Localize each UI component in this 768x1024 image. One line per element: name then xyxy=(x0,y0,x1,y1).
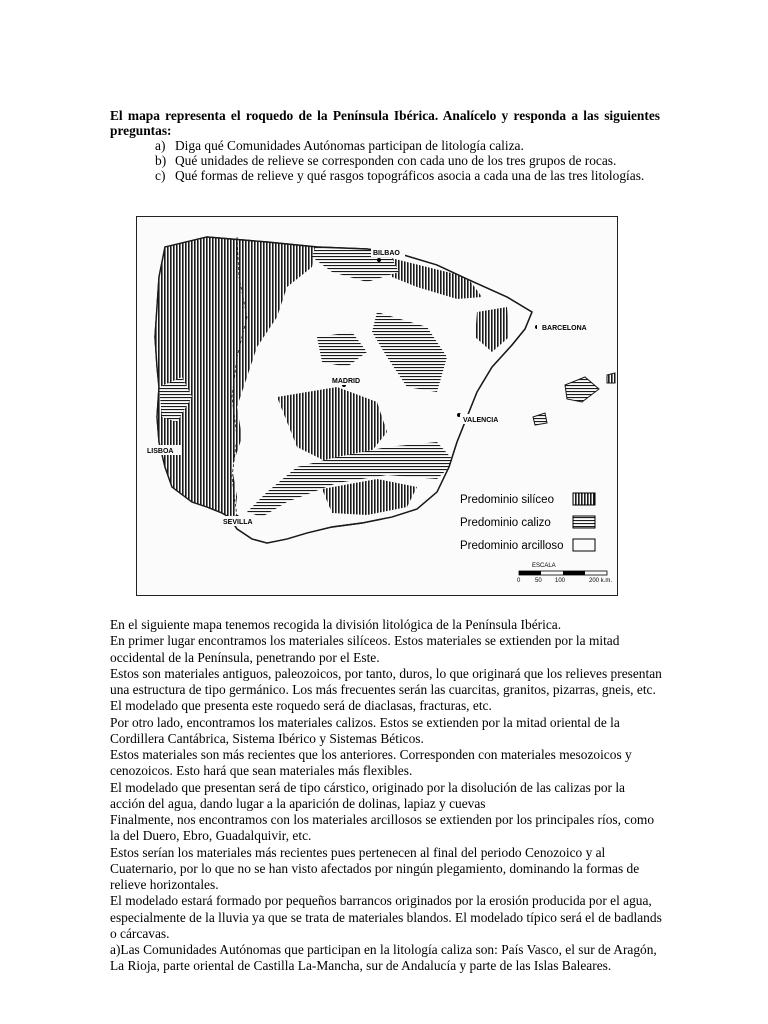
answer-paragraph: a)Las Comunidades Autónomas que participan en la litología caliza son: País Vasco, el sur de Aragón, La Rioja, parte oriental de Castilla La-Mancha, sur de Andalucía y parte de las Islas Baleares. xyxy=(110,942,657,974)
scale-title: ESCALA xyxy=(532,563,556,569)
legend-swatch-siliceo xyxy=(573,493,595,505)
city-label-bilbao: BILBAO xyxy=(373,250,400,257)
city-label-valencia: VALENCIA xyxy=(463,417,499,424)
question-block xyxy=(110,108,660,183)
question-letter: c) xyxy=(155,168,166,183)
question-text: Qué formas de relieve y qué rasgos topográficos asocia a cada una de las tres litologías. xyxy=(175,168,645,183)
question-item-b xyxy=(110,153,660,168)
answer-paragraph: El modelado estará formado por pequeños barrancos originados por la erosión producida por el agua, especialmente de la lluvia ya que se trata de materiales blandos. El modelado típico será el de badlands o cárcavas. xyxy=(110,893,662,941)
city-label-madrid: MADRID xyxy=(332,378,360,385)
legend-label-siliceo: Predominio silíceo xyxy=(460,494,554,506)
question-item-a xyxy=(110,138,660,153)
answer-paragraph: En el siguiente mapa tenemos recogida la división litológica de la Península Ibérica. xyxy=(110,617,562,632)
legend-label-arcilloso: Predominio arcilloso xyxy=(460,540,564,552)
answer-block xyxy=(110,617,662,975)
answer-paragraph: El modelado que presentan será de tipo cárstico, originado por la disolución de las calizas por la acción del agua, dando lugar a la aparición de dolinas, lapiaz y cuevas xyxy=(110,779,625,811)
question-text: Diga qué Comunidades Autónomas participan de litología caliza. xyxy=(175,138,524,153)
answer-paragraph: Estos serían los materiales más recientes pues pertenecen al final del periodo Cenozoico y al Cuaternario, por lo que no se han visto afectados por ningún plegamiento, dominando la formas de relieve horizontales. xyxy=(110,844,640,892)
answer-paragraph: Por otro lado, encontramos los materiales calizos. Estos se extienden por la mitad oriental de la Cordillera Cantábrica, Sistema Ibérico y Sistemas Béticos. xyxy=(110,714,620,746)
question-letter: a) xyxy=(155,138,166,153)
scale-tick-100: 100 xyxy=(555,578,566,584)
map-legend xyxy=(455,487,610,557)
answer-paragraph: Estos son materiales antiguos, paleozoicos, por tanto, duros, lo que originará que los relieves presentan una estructura de tipo germánico. Los más frecuentes serán las cuarcitas, granitos, pizarras, gneis, etc. El modelado que presenta este roquedo será de diaclasas, fracturas, etc. xyxy=(110,665,662,714)
answer-paragraph: Estos materiales son más recientes que los anteriores. Corresponden con materiales mesozoicos y cenozoicos. Esto hará que sean materiales más flexibles. xyxy=(110,747,632,779)
map-scale xyxy=(517,563,612,584)
legend-label-calizo: Predominio calizo xyxy=(460,517,551,529)
question-item-c xyxy=(110,168,660,183)
city-label-lisboa: LISBOA xyxy=(147,448,174,455)
city-label-sevilla: SEVILLA xyxy=(223,519,253,526)
answer-paragraph: En primer lugar encontramos los materiales silíceos. Estos materiales se extienden por la mitad occidental de la Península, penetrando por el Este. xyxy=(110,633,620,665)
scale-tick-50: 50 xyxy=(535,578,542,584)
map-drawing xyxy=(137,217,617,595)
question-letter: b) xyxy=(155,153,167,168)
balearic-islands xyxy=(533,373,615,425)
scale-tick-200: 200 k.m. xyxy=(589,578,613,584)
question-list xyxy=(110,138,660,183)
lithology-map xyxy=(136,216,618,596)
question-title: El mapa representa el roquedo de la Península Ibérica. Analícelo y responda a las siguientes preguntas: xyxy=(110,108,660,138)
legend-swatch-calizo xyxy=(573,516,595,528)
city-label-barcelona: BARCELONA xyxy=(542,325,587,332)
question-text: Qué unidades de relieve se corresponden con cada uno de los tres grupos de rocas. xyxy=(175,153,617,168)
legend-swatch-arcilloso xyxy=(573,539,595,551)
answer-paragraph: Finalmente, nos encontramos con los materiales arcillosos se extienden por los principales ríos, como la del Duero, Ebro, Guadalquivir, etc. xyxy=(110,812,655,844)
scale-tick-0: 0 xyxy=(517,578,521,584)
